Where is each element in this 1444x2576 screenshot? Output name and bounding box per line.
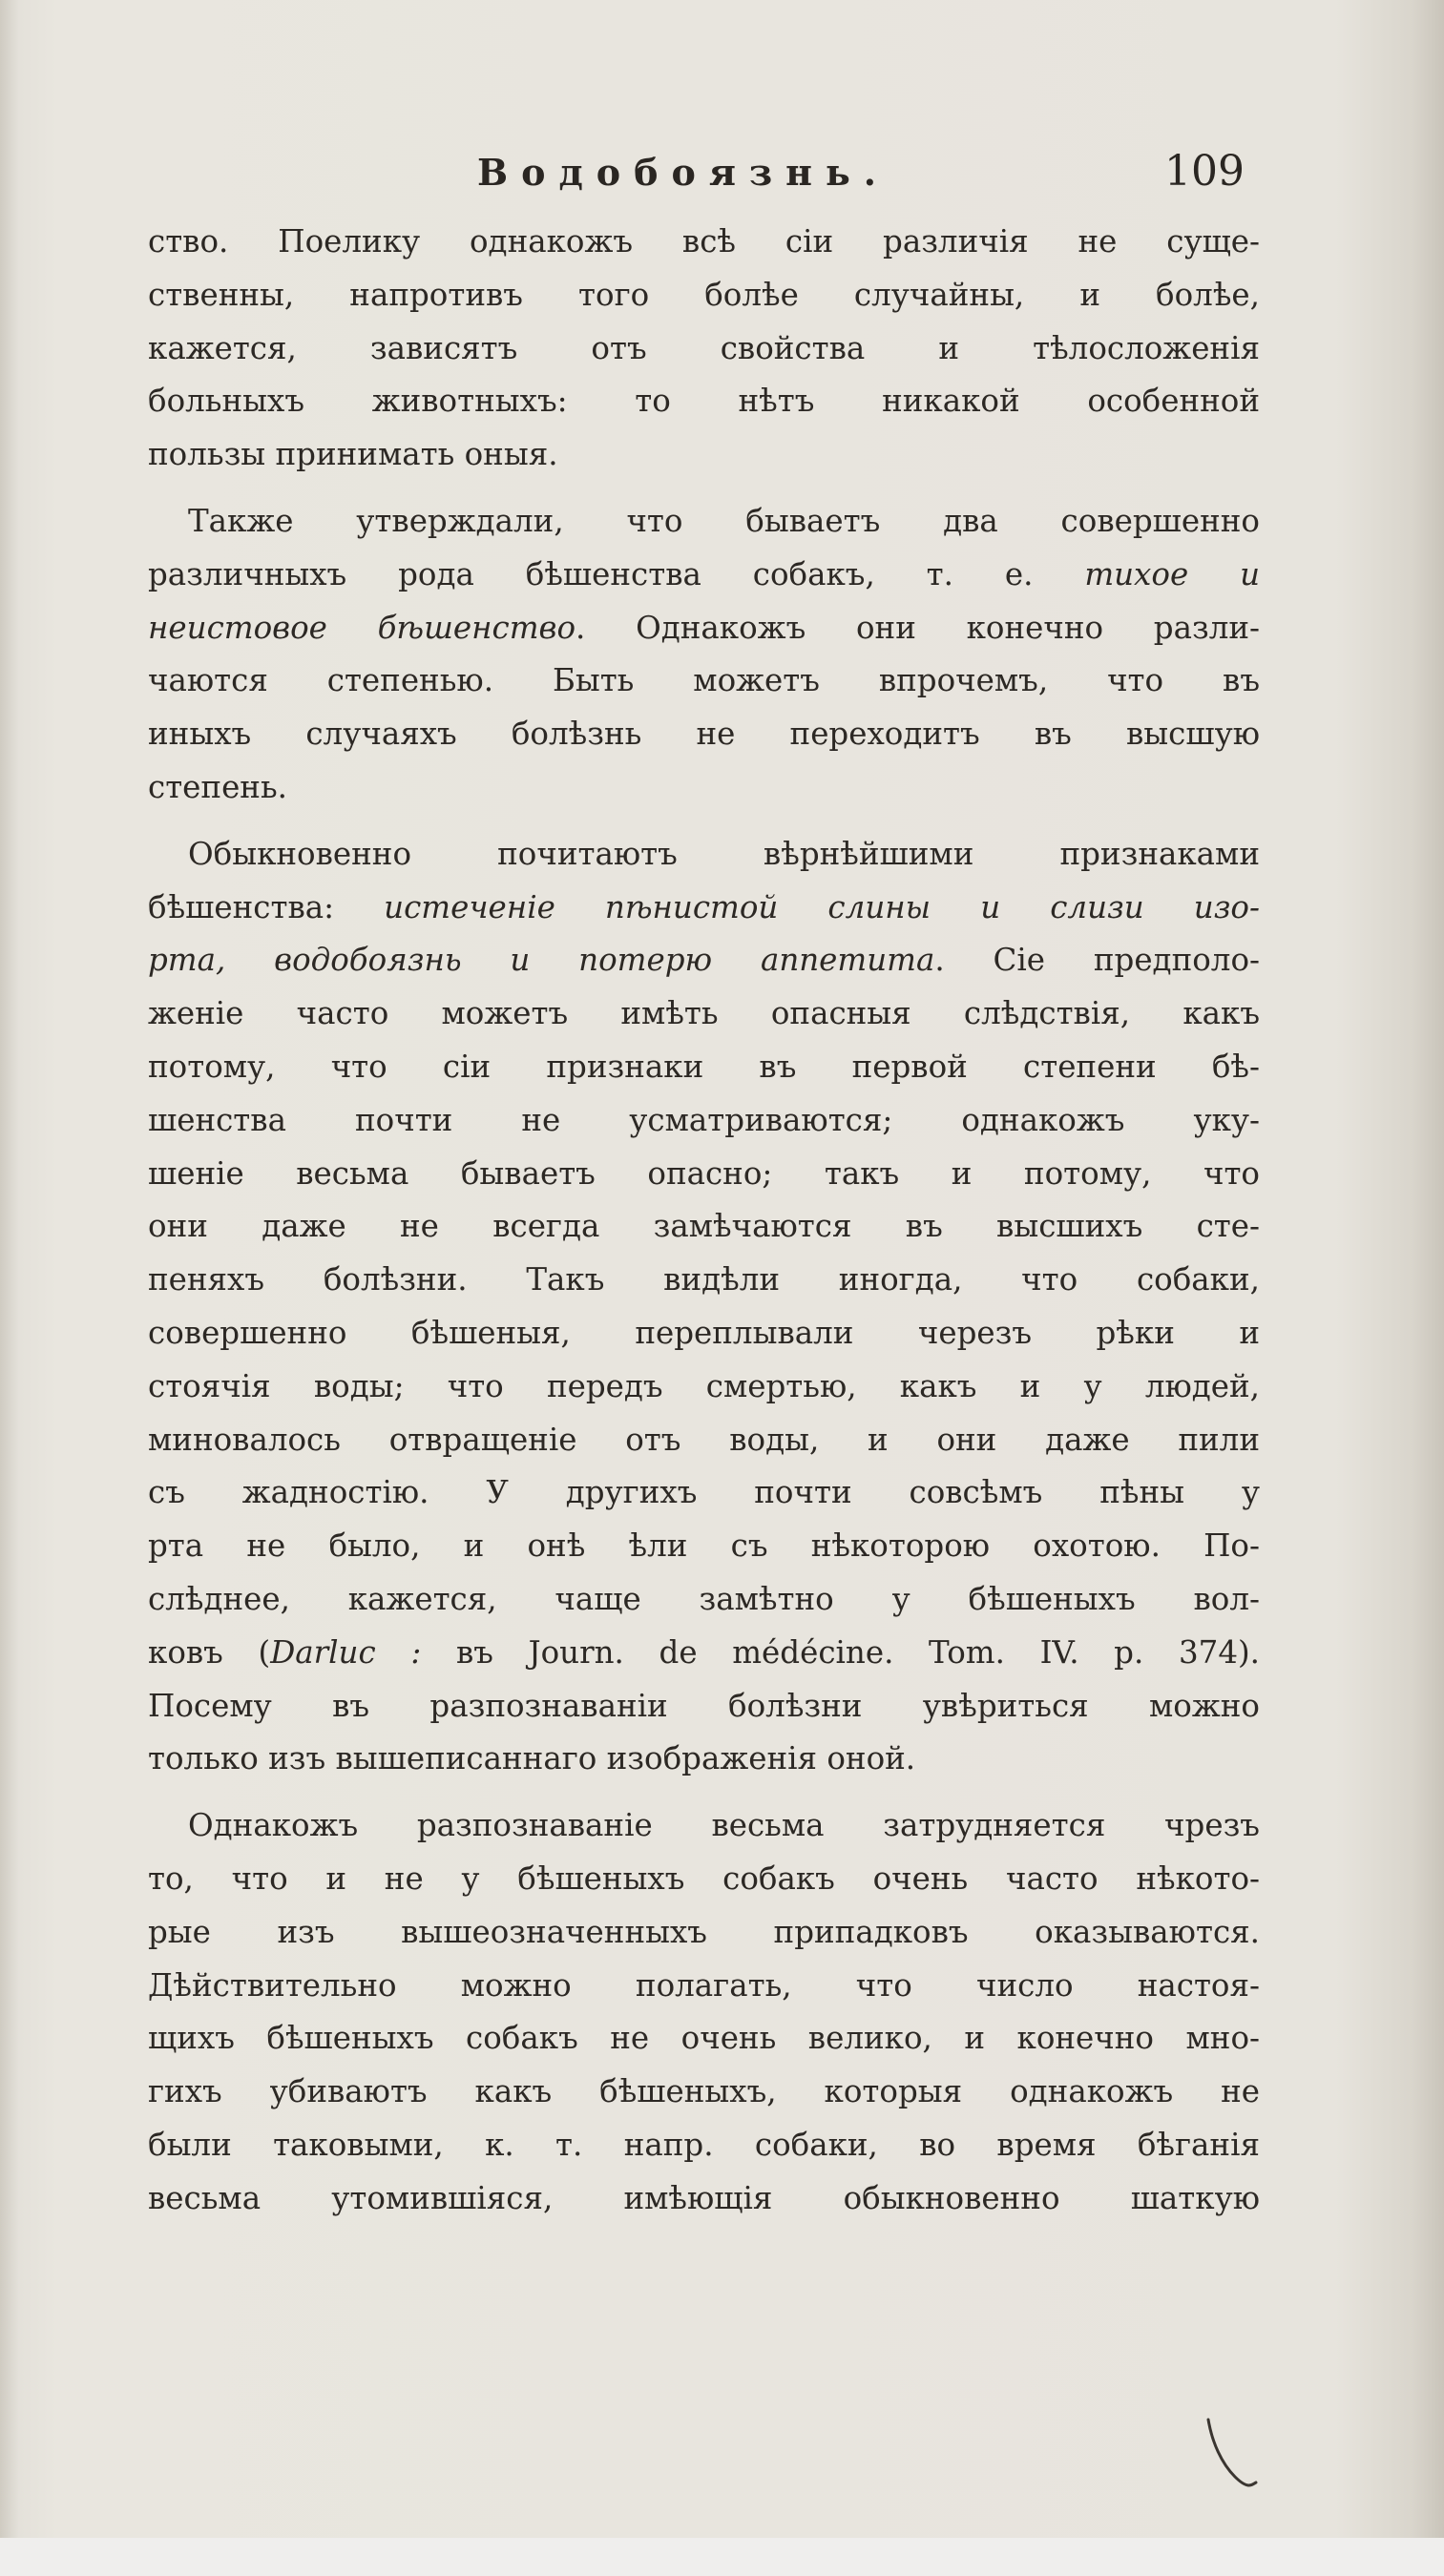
text-line: больныхъ животныхъ: то нѣтъ никакой особенной xyxy=(148,383,1260,420)
text-line: пользы принимать оныя. xyxy=(148,436,558,473)
text-line: степень. xyxy=(148,768,287,805)
text-line: различныхъ рода бѣшенства собакъ, т. е. тихое и xyxy=(148,555,1260,592)
pencil-mark xyxy=(1204,2414,1262,2490)
scan-bottom-strip xyxy=(0,2538,1444,2576)
text-line: Обыкновенно почитаютъ вѣрнѣйшими признаками xyxy=(188,835,1260,872)
text-line: женіе часто можетъ имѣть опасныя слѣдствія, какъ xyxy=(148,995,1260,1032)
text-line: только изъ вышеписаннаго изображенія оной. xyxy=(148,1740,916,1777)
text-line: неистовое бѣшенство. Однакожъ они конечно разли- xyxy=(148,609,1260,646)
text-line: бѣшенства: истеченіе пѣнистой слины и слизи изо- xyxy=(148,888,1260,925)
text-line: шенства почти не усматриваются; однакожъ уку- xyxy=(148,1101,1260,1138)
paragraph-1 xyxy=(148,216,1260,482)
text-line: Посему въ разпознаваніи болѣзни увѣриться можно xyxy=(148,1687,1260,1724)
text-line: рта, водобоязнь и потерю аппетита. Сіе предполо- xyxy=(148,942,1260,979)
text-line: кажется, зависятъ отъ свойства и тѣлосложенія xyxy=(148,329,1260,366)
text-line: слѣднее, кажется, чаще замѣтно у бѣшеныхъ вол- xyxy=(148,1580,1260,1617)
text-line: Дѣйствительно можно полагать, что число настоя- xyxy=(148,1966,1260,2004)
running-title: Водобоязнь. xyxy=(477,151,889,194)
text-line: совершенно бѣшеныя, переплывали черезъ рѣки и xyxy=(148,1314,1260,1351)
page-header xyxy=(0,147,1444,208)
paragraph-3 xyxy=(148,828,1260,1786)
body-text xyxy=(148,216,1260,2225)
text-line: чаются степенью. Быть можетъ впрочемъ, что въ xyxy=(148,662,1260,699)
text-line: шеніе весьма бываетъ опасно; такъ и потому, что xyxy=(148,1154,1260,1192)
text-line: съ жадностію. У другихъ почти совсѣмъ пѣны у xyxy=(148,1474,1260,1511)
page-number: 109 xyxy=(1164,147,1245,196)
text-line: пеняхъ болѣзни. Такъ видѣли иногда, что собаки, xyxy=(148,1261,1260,1298)
text-line: щихъ бѣшеныхъ собакъ не очень велико, и конечно мно- xyxy=(148,2020,1260,2057)
paragraph-2 xyxy=(148,495,1260,815)
text-line: рта не было, и онѣ ѣли съ нѣкоторою охотою. По- xyxy=(148,1527,1260,1565)
text-line: были таковыми, к. т. напр. собаки, во время бѣганія xyxy=(148,2126,1260,2163)
text-line: Также утверждали, что бываетъ два совершенно xyxy=(188,502,1260,539)
text-line: весьма утомившіяся, имѣющія обыкновенно шаткую xyxy=(148,2179,1260,2216)
text-line: ство. Поелику однакожъ всѣ сіи различія не суще- xyxy=(148,223,1260,260)
text-line: потому, что сіи признаки въ первой степени бѣ- xyxy=(148,1048,1260,1085)
text-line: гихъ убиваютъ какъ бѣшеныхъ, которыя однакожъ не xyxy=(148,2073,1260,2110)
text-line: иныхъ случаяхъ болѣзнь не переходитъ въ высшую xyxy=(148,716,1260,753)
text-line: миновалось отвращеніе отъ воды, и они даже пили xyxy=(148,1421,1260,1458)
text-line: рые изъ вышеозначенныхъ припадковъ оказываются. xyxy=(148,1913,1260,1950)
text-line: ственны, напротивъ того болѣе случайны, и болѣе, xyxy=(148,276,1260,313)
text-line: то, что и не у бѣшеныхъ собакъ очень часто нѣкото- xyxy=(148,1859,1260,1897)
text-line: ковъ (Darluc : въ Journ. de médécine. Tom. IV. p. 374). xyxy=(148,1633,1260,1671)
paragraph-4 xyxy=(148,1799,1260,2225)
text-line: Однакожъ разпознаваніе весьма затрудняется чрезъ xyxy=(188,1807,1260,1844)
text-line: они даже не всегда замѣчаются въ высшихъ сте- xyxy=(148,1208,1260,1245)
text-line: стоячія воды; что передъ смертью, какъ и у людей, xyxy=(148,1367,1260,1404)
